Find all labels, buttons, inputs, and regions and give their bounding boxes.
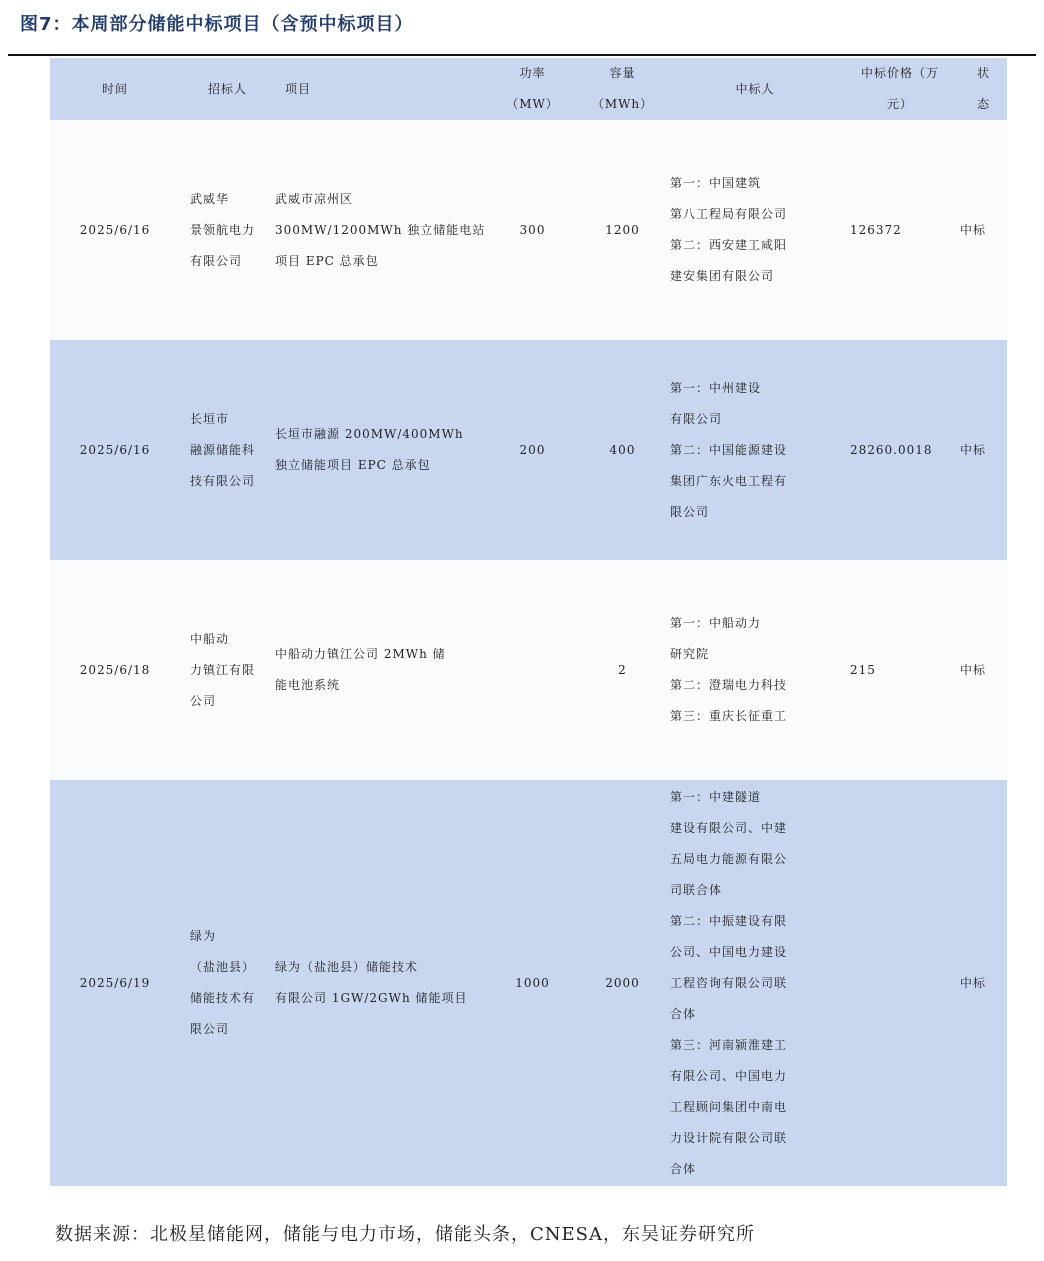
header-bidder: 招标人 — [207, 81, 247, 96]
table-row — [50, 780, 1007, 1186]
title-divider — [8, 54, 1036, 56]
cell-bidder: 绿为 （盐池县） 储能技术有 限公司 — [190, 929, 256, 1036]
header-time: 时间 — [101, 81, 128, 96]
cell-bidder: 武威华 景领航电力 有限公司 — [190, 191, 256, 268]
table-row — [50, 340, 1007, 560]
cell-status: 中标 — [960, 975, 987, 990]
header-status: 状 态 — [976, 66, 990, 111]
cell-power: 200 — [519, 442, 546, 457]
data-source-note: 数据来源：北极星储能网，储能与电力市场，储能头条，CNESA，东吴证券研究所 — [55, 1224, 755, 1245]
cell-winner: 第一：中州建设 有限公司 第二：中国能源建设 集团广东火电工程有 限公司 — [670, 380, 788, 519]
cell-bidder: 长垣市 融源储能科 技有限公司 — [190, 411, 256, 488]
header-winner: 中标人 — [735, 81, 775, 96]
table-row — [50, 120, 1007, 340]
cell-power: 300 — [519, 222, 546, 237]
cell-time: 2025/6/18 — [79, 662, 151, 677]
header-power: 功率 （MW） — [506, 66, 559, 111]
cell-winner: 第一：中建隧道 建设有限公司、中建 五局电力能源有限公 司联合体 第二：中振建设有限 公司、中国电力建设 工程咨询有限公司联 合体 第三：河南颍淮建工 有限公司、中国电力 工程顾问集团中南电 力设计院有限公司联 合体 — [670, 789, 788, 1176]
cell-time: 2025/6/19 — [79, 975, 151, 990]
figure-title: 图7：本周部分储能中标项目（含预中标项目） — [20, 14, 414, 35]
cell-winner: 第一：中船动力 研究院 第二：澄瑞电力科技 第三：重庆长征重工 — [670, 616, 788, 723]
cell-bidder: 中船动 力镇江有限 公司 — [190, 631, 256, 708]
cell-capacity: 2 — [618, 662, 627, 677]
header-capacity: 容量 （MWh） — [591, 66, 654, 111]
cell-price: 28260.0018 — [850, 442, 933, 457]
cell-project: 绿为（盐池县）储能技术 有限公司 1GW/2GWh 储能项目 — [275, 960, 468, 1005]
cell-time: 2025/6/16 — [79, 442, 151, 457]
cell-project: 长垣市融源 200MW/400MWh 独立储能项目 EPC 总承包 — [275, 427, 464, 472]
bid-results-table — [50, 58, 1007, 1186]
cell-project: 武威市凉州区 300MW/1200MWh 独立储能电站 项目 EPC 总承包 — [275, 191, 486, 268]
cell-power: 1000 — [515, 975, 550, 990]
cell-winner: 第一：中国建筑 第八工程局有限公司 第二：西安建工咸阳 建安集团有限公司 — [670, 176, 788, 283]
table-row — [50, 560, 1007, 780]
cell-price — [840, 780, 960, 1186]
cell-capacity: 2000 — [605, 975, 640, 990]
cell-price: 126372 — [850, 222, 902, 237]
table-header-row — [50, 58, 1007, 120]
cell-capacity: 1200 — [605, 222, 640, 237]
cell-status: 中标 — [960, 222, 987, 237]
cell-project: 中船动力镇江公司 2MWh 储 能电池系统 — [275, 647, 446, 692]
cell-price: 215 — [850, 662, 876, 677]
cell-time: 2025/6/16 — [79, 222, 151, 237]
header-price: 中标价格（万 元） — [860, 66, 939, 111]
cell-status: 中标 — [960, 442, 987, 457]
cell-status: 中标 — [960, 662, 987, 677]
cell-capacity: 400 — [609, 442, 636, 457]
cell-power — [490, 560, 575, 780]
header-project: 项目 — [285, 81, 312, 96]
